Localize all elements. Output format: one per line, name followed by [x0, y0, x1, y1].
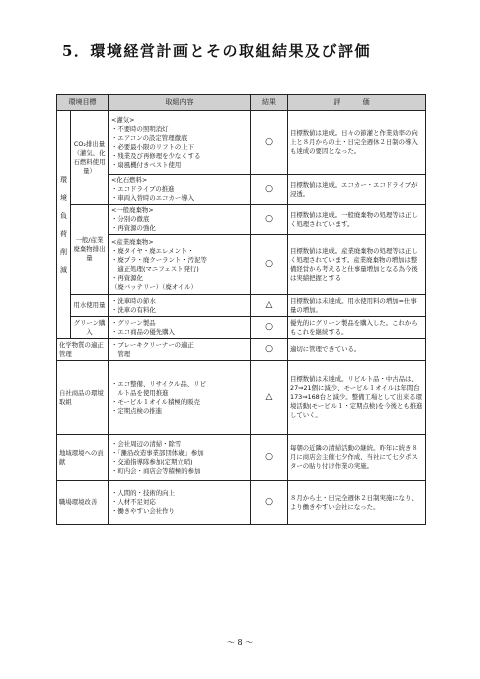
table-row — [57, 317, 426, 339]
actions-cell: <灌気> ・不要時の照明消灯 ・エアコンの設定管理徹底 ・必要最小限のリフトの上下 ・残業及び再修理を少なくする ・扇風機付きベスト使用 — [109, 111, 251, 175]
evaluation-text: 目標数値は未達成。リビルト品・中古品は、27⇒21個に減少、モービル１オイルは年間台173⇒168台と減少。整備工場として出来る環境活動(モービル１・定期点検)を今後とも推進していく。 — [288, 361, 426, 435]
target-workplace-improvement: 職場環境改善 — [57, 481, 109, 525]
actions-cell: ・人間的・技術的向上 ・人材不足対応 ・働きやすい会社作り — [109, 481, 251, 525]
actions-cell: <化石燃料> ・エコドライブの推進 ・車両入替時のエコカー導入 — [109, 175, 251, 205]
target-waste-emissions: 一般/産業廃棄物排出量 — [71, 205, 109, 295]
result-mark: ○ — [251, 205, 288, 235]
result-mark: ○ — [251, 481, 288, 525]
evaluation-text: 目標数値は達成。産業廃棄物の処理等は正しく処理されています。産業廃棄物の増加は整備経営から考えると仕事量増加となる為今後は実績把握とする — [288, 235, 426, 295]
target-water-usage: 用水使用量 — [71, 295, 109, 317]
evaluation-text: 目標数値は達成。エコカー・エコドライブが浸透。 — [288, 175, 426, 205]
actions-cell: ・会社周辺の清掃・除雪 ・「灘沿改造事業部団体歳」参加 ・交通指導隊参加(定期立哨) ・町内会・商店会等積極的参加 — [109, 435, 251, 481]
table-row — [57, 175, 426, 205]
actions-cell: ・洗車時の節水 ・洗車の有料化 — [109, 295, 251, 317]
actions-cell: ・ブレーキクリーナーの適正 管理 — [109, 339, 251, 361]
target-green-purchasing: グリーン購入 — [71, 317, 109, 339]
actions-cell: <一般廃棄物> ・分別の徹底 ・再資源の強化 — [109, 205, 251, 235]
result-mark: ○ — [251, 317, 288, 339]
evaluation-text: 優先的にグリーン製品を購入した。これからもこれを継続する。 — [288, 317, 426, 339]
environmental-plan-table — [56, 94, 426, 525]
header-actions: 取組内容 — [109, 95, 251, 111]
actions-cell: ・エコ整備、リサイクル品、リビ ルト品を使用推進 ・モービル１オイル積極的販売 ・定期点検の推進 — [109, 361, 251, 435]
evaluation-text: 適切に管理できている。 — [288, 339, 426, 361]
table-row — [57, 295, 426, 317]
result-mark: △ — [251, 361, 288, 435]
result-mark: ○ — [251, 435, 288, 481]
table-header-row — [57, 95, 426, 111]
table-row — [57, 361, 426, 435]
actions-cell: ・グリーン製品 ・エコ商品の優先購入 — [109, 317, 251, 339]
result-mark: ○ — [251, 339, 288, 361]
result-mark: ○ — [251, 111, 288, 175]
table-row — [57, 205, 426, 235]
target-community-contribution: 地域環境への貢献 — [57, 435, 109, 481]
result-mark: ○ — [251, 235, 288, 295]
table-row — [57, 111, 426, 175]
target-chemical-management: 化学物質の適正管理 — [57, 339, 109, 361]
evaluation-text: 目標数値は達成。一般廃棄物の処理等は正しく処理されています。 — [288, 205, 426, 235]
result-mark: △ — [251, 295, 288, 317]
table-row — [57, 435, 426, 481]
evaluation-text: 目標数値は未達成。用水使用料の増加=仕事量の増加。 — [288, 295, 426, 317]
table-row — [57, 481, 426, 525]
actions-cell: <産業廃棄物> ・廃タイヤ・廃エレメント・ ・廃プラ・廃クーラント・汚泥等 適正処理(マニフェスト発行) ・再資源化 （廃バッテリー）（廃オイル） — [109, 235, 251, 295]
header-target: 環境目標 — [57, 95, 109, 111]
table-row — [57, 339, 426, 361]
target-co2-emissions: CO₂排出量（灌気、化石燃料使用量） — [71, 111, 109, 205]
page-number: ～ 8 ～ — [226, 638, 254, 647]
evaluation-text: ８月から土・日完全週休２日制実施になり、より働きやすい会社になった。 — [288, 481, 426, 525]
evaluation-text: 毎朝の近隣の清掃活動の継続。昨年に続き８月に商店会主催七夕作成、当社にて七夕ポスターの貼り付け作業の実施。 — [288, 435, 426, 481]
result-mark: ○ — [251, 175, 288, 205]
group-label-environmental-load-reduction: 環 境 負 荷 削 減 — [57, 111, 71, 339]
table-row — [57, 235, 426, 295]
page-title: 5．環境経営計画とその取組結果及び評価 — [62, 42, 371, 60]
evaluation-text: 目標数値は達成。日々の節灌と作業効率の向上と８月からの土・日完全週休２日制の導入も達成の要因となった。 — [288, 111, 426, 175]
header-evaluation: 評 価 — [288, 95, 426, 111]
header-result: 結果 — [251, 95, 288, 111]
target-own-products: 自社商品の環境取組 — [57, 361, 109, 435]
